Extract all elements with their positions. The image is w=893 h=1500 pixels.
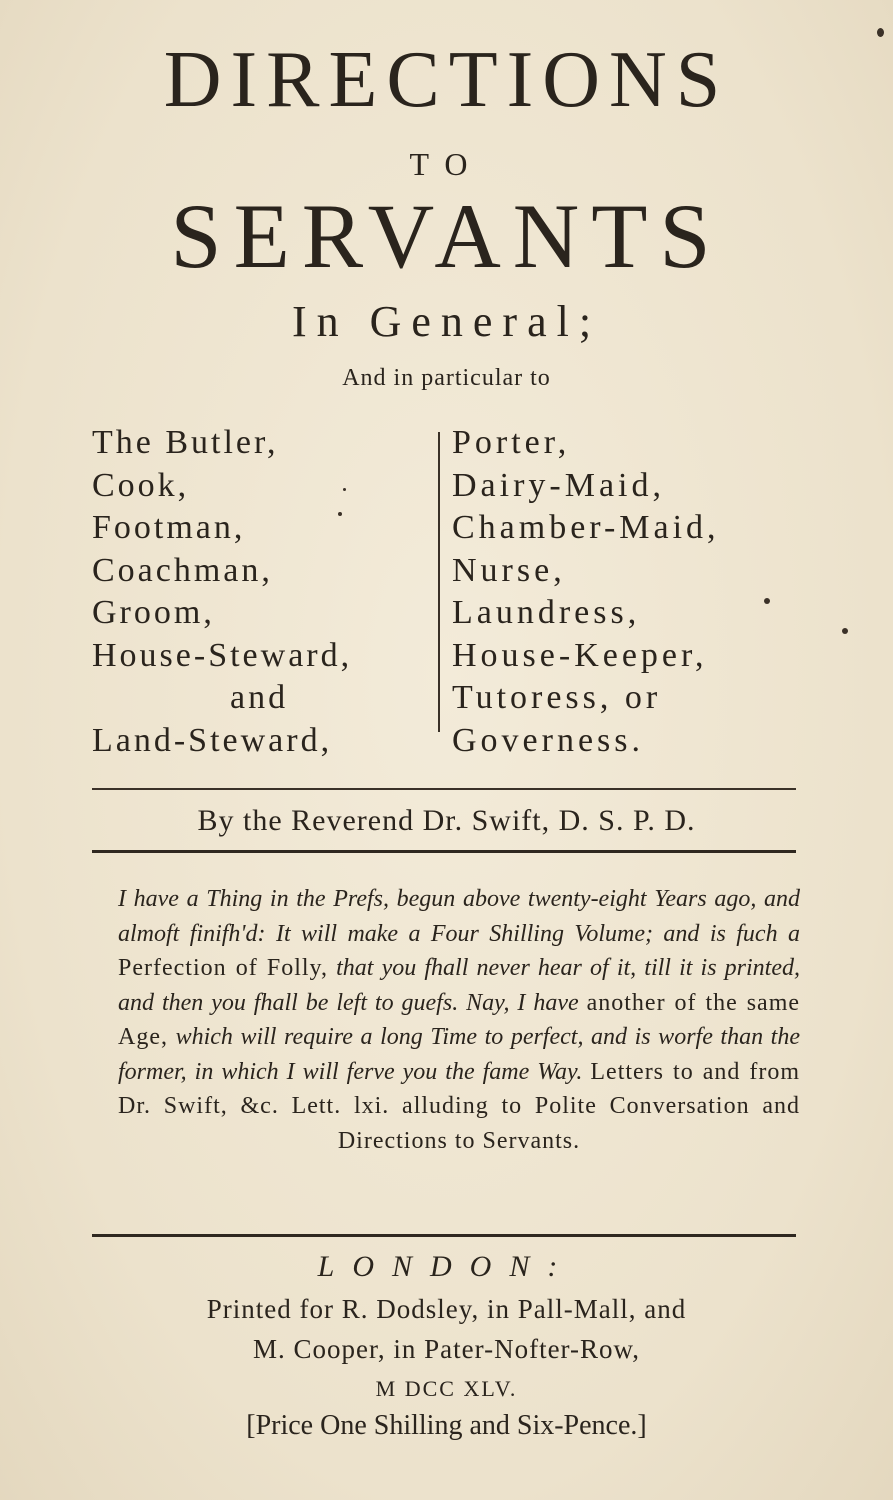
imprint-city: LONDON: [317, 1250, 576, 1283]
servant-item: Tutoress, or [452, 679, 662, 716]
imprint-printer-line1: Printed for R. Dodsley, in Pall-Mall, and [206, 1294, 687, 1324]
epigraph-quote [118, 882, 800, 1158]
servant-item: Cook, [92, 466, 190, 504]
quote-text: that you fhall never hear of it, till it is printed, and then you fhall be left to guefs. Nay, I have [118, 955, 800, 1016]
quote-text: I have a Thing in the Prefs, begun above twenty-eight Years ago, and almoft finifh'd: It will make a Four Shilling Volume; and is fuch a [118, 886, 800, 947]
servant-item: Dairy-Maid, [452, 466, 666, 504]
servant-item: and [230, 679, 289, 716]
column-divider [438, 432, 440, 732]
servants-left-column [92, 422, 422, 762]
imprint-date: M DCC XLV. [375, 1376, 518, 1401]
foxing-spot [842, 628, 848, 634]
servant-item: The Butler, [92, 424, 279, 461]
foxing-spot [877, 28, 884, 37]
rule-above-byline [92, 788, 796, 790]
foxing-spot [343, 488, 346, 491]
rule-below-byline [92, 850, 796, 853]
servant-item: Coachman, [92, 551, 273, 589]
servants-right-column [452, 422, 852, 762]
quote-caps: another of the same Age, [118, 989, 801, 1050]
foxing-spot [764, 598, 770, 604]
subtitle-in-general: In General; [291, 297, 602, 346]
title-servants: SERVANTS [170, 185, 723, 287]
servant-item: House-Steward, [92, 636, 353, 674]
servant-item: House-Keeper, [452, 636, 708, 674]
subtitle-particular: And in particular to [342, 365, 551, 391]
servant-item: Nurse, [452, 551, 566, 589]
imprint-price: [Price One Shilling and Six-Pence.] [246, 1410, 647, 1441]
servant-item: Governess. [452, 721, 645, 759]
servant-item: Laundress, [452, 594, 641, 631]
quote-text: which will require a long Time to perfect, and is worfe than the former, in which I will ferve you the fame Way. [118, 1024, 800, 1085]
servant-item: Groom, [92, 594, 215, 631]
byline: By the Reverend Dr. Swift, D. S. P. D. [197, 804, 696, 837]
quote-caps: Perfection of Folly, [118, 955, 328, 981]
quote-source: Letters to and from Dr. Swift, &c. Lett. lxi. alluding to Polite Conversation and Directions to Servants. [118, 1058, 800, 1154]
servant-item: Footman, [92, 509, 246, 546]
imprint-printer-line2: M. Cooper, in Pater-Nofter-Row, [252, 1334, 640, 1364]
title-directions: DIRECTIONS [163, 36, 730, 124]
foxing-spot [338, 512, 342, 516]
servant-item: Land-Steward, [92, 721, 333, 759]
servant-item: Porter, [452, 424, 571, 461]
title-to: TO [409, 146, 484, 182]
rule-above-imprint [92, 1234, 796, 1237]
servant-item: Chamber-Maid, [452, 509, 720, 546]
